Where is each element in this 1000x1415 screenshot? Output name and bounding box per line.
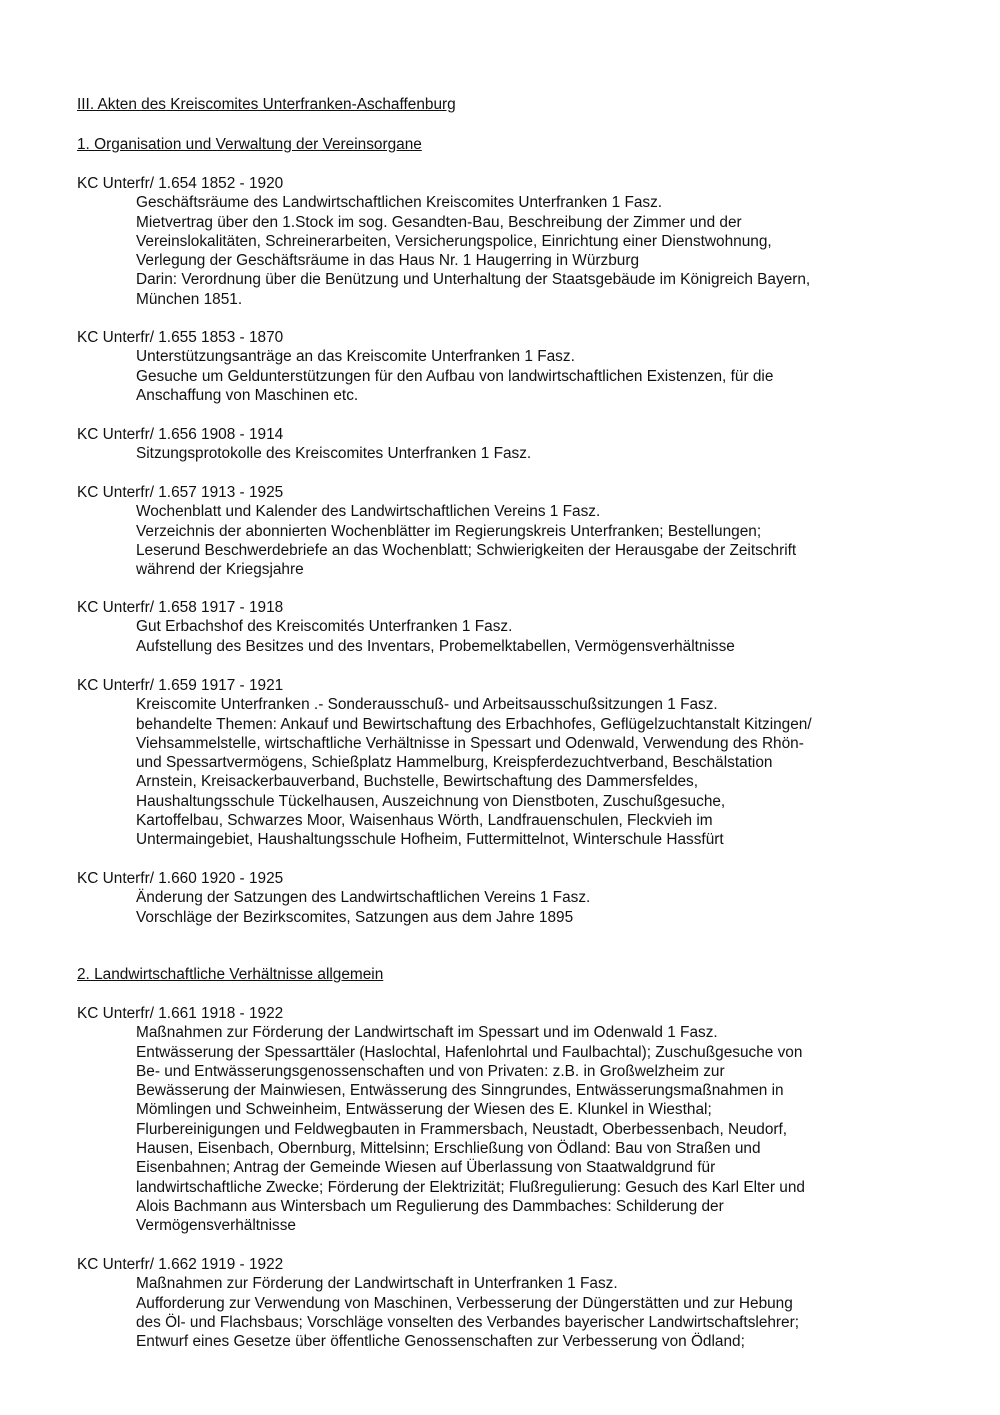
record-line: Haushaltungsschule Tückelhausen, Auszeichnung von Dienstboten, Zuschußgesuche,	[136, 792, 726, 810]
record-description	[77, 444, 957, 463]
record-title: Wochenblatt und Kalender des Landwirtschaftlichen Vereins 1 Fasz.	[136, 503, 601, 521]
record-title: Sitzungsprotokolle des Kreiscomites Unterfranken 1 Fasz.	[136, 445, 532, 463]
record-line: Gesuche um Geldunterstützungen für den Aufbau von landwirtschaftlichen Existenzen, für die	[136, 367, 774, 385]
subsection-heading-2: 2. Landwirtschaftliche Verhältnisse allgemein	[77, 966, 384, 983]
record-description	[77, 1274, 957, 1351]
record-line: Untermaingebiet, Haushaltungsschule Hofheim, Futtermittelnot, Winterschule Hassfürt	[136, 831, 724, 849]
record-line: Entwurf eines Gesetze über öffentliche Genossenschaften zur Verbesserung von Ödland;	[136, 1333, 745, 1351]
record-line: Vermögensverhältnisse	[136, 1217, 296, 1235]
record-signature: KC Unterfr/ 1.654 1852 - 1920	[77, 175, 284, 192]
record-line: Flurbereinigungen und Feldwegbauten in Frammersbach, Neustadt, Oberbessenbach, Neudorf,	[136, 1120, 788, 1138]
record-line: Eisenbahnen; Antrag der Gemeinde Wiesen auf Überlassung von Staatwaldgrund für	[136, 1159, 716, 1177]
record-signature: KC Unterfr/ 1.656 1908 - 1914	[77, 426, 284, 443]
record-line: Hausen, Eisenbach, Obernburg, Mittelsinn; Erschließung von Ödland: Bau von Straßen und	[136, 1140, 761, 1158]
record-signature: KC Unterfr/ 1.662 1919 - 1922	[77, 1256, 284, 1273]
record-line: Anschaffung von Maschinen etc.	[136, 386, 359, 404]
record-line: landwirtschaftliche Zwecke; Förderung der Elektrizität; Flußregulierung: Gesuch des Karl Elter und	[136, 1178, 805, 1196]
record-line: Viehsammelstelle, wirtschaftliche Verhältnisse in Spessart und Odenwald, Verwendung des Rhön-	[136, 734, 804, 752]
record-line: Kartoffelbau, Schwarzes Moor, Waisenhaus Wörth, Landfrauenschulen, Fleckvieh im	[136, 812, 713, 830]
record-line: Mömlingen und Schweinheim, Entwässerung der Wiesen des E. Klunkel in Wiesthal;	[136, 1101, 712, 1119]
record-line: Verzeichnis der abonnierten Wochenblätter im Regierungskreis Unterfranken; Bestellungen;	[136, 522, 762, 540]
record-title: Geschäftsräume des Landwirtschaftlichen Kreiscomites Unterfranken 1 Fasz.	[136, 194, 663, 212]
record-title: Kreiscomite Unterfranken .- Sonderausschuß- und Arbeitsausschußsitzungen 1 Fasz.	[136, 696, 718, 714]
record-signature: KC Unterfr/ 1.660 1920 - 1925	[77, 870, 284, 887]
record-line: Mietvertrag über den 1.Stock im sog. Gesandten-Bau, Beschreibung der Zimmer und der	[136, 213, 742, 231]
record-title: Maßnahmen zur Förderung der Landwirtschaft in Unterfranken 1 Fasz.	[136, 1275, 618, 1293]
record-entry-1658	[77, 598, 957, 656]
record-description	[77, 1023, 957, 1235]
record-line: Be- und Entwässerungsgenossenschaften und von Privaten: z.B. in Großwelzheim zur	[136, 1062, 725, 1080]
record-title: Maßnahmen zur Förderung der Landwirtschaft im Spessart und im Odenwald 1 Fasz.	[136, 1024, 718, 1042]
subsection-heading-1: 1. Organisation und Verwaltung der Vereinsorgane	[77, 136, 422, 153]
record-entry-1661	[77, 1004, 957, 1236]
section-title: III. Akten des Kreiscomites Unterfranken-Aschaffenburg	[77, 96, 456, 113]
record-entry-1662	[77, 1255, 957, 1351]
record-line: und Spessartvermögens, Schießplatz Hammelburg, Kreispferdezuchtverband, Beschälstation	[136, 754, 773, 772]
record-line: Darin: Verordnung über die Benützung und Unterhaltung der Staatsgebäude im Königreich Bayern,	[136, 271, 811, 289]
record-entry-1659	[77, 676, 957, 850]
record-line: Vereinslokalitäten, Schreinerarbeiten, Versicherungspolice, Einrichtung einer Dienstwohnung,	[136, 232, 772, 250]
record-signature: KC Unterfr/ 1.658 1917 - 1918	[77, 599, 284, 616]
record-description	[77, 347, 957, 405]
record-signature: KC Unterfr/ 1.659 1917 - 1921	[77, 677, 284, 694]
record-description	[77, 617, 957, 656]
record-line: Entwässerung der Spessarttäler (Haslochtal, Hafenlohrtal und Faulbachtal); Zuschußgesuche von	[136, 1043, 803, 1061]
record-line: München 1851.	[136, 290, 243, 308]
record-description	[77, 888, 957, 927]
record-entry-1656	[77, 425, 957, 464]
record-signature: KC Unterfr/ 1.657 1913 - 1925	[77, 484, 284, 501]
record-line: des Öl- und Flachsbaus; Vorschläge vonselten des Verbandes bayerischer Landwirtschaftslehrer;	[136, 1313, 800, 1331]
record-line: Verlegung der Geschäftsräume in das Haus Nr. 1 Haugerring in Würzburg	[136, 252, 640, 270]
record-entry-1654	[77, 174, 957, 309]
record-title: Unterstützungsanträge an das Kreiscomite Unterfranken 1 Fasz.	[136, 348, 575, 366]
record-line: behandelte Themen: Ankauf und Bewirtschaftung des Erbachhofes, Geflügelzuchtanstalt Kitzingen/	[136, 715, 812, 733]
record-signature: KC Unterfr/ 1.655 1853 - 1870	[77, 329, 284, 346]
record-line: während der Kriegsjahre	[136, 561, 304, 579]
record-description	[77, 695, 957, 849]
record-line: Vorschläge der Bezirkscomites, Satzungen aus dem Jahre 1895	[136, 908, 574, 926]
record-line: Aufforderung zur Verwendung von Maschinen, Verbesserung der Düngerstätten und zur Hebung	[136, 1294, 793, 1312]
record-signature: KC Unterfr/ 1.661 1918 - 1922	[77, 1005, 284, 1022]
record-line: Leserund Beschwerdebriefe an das Wochenblatt; Schwierigkeiten der Herausgabe der Zeitschrift	[136, 541, 797, 559]
record-line: Alois Bachmann aus Wintersbach um Regulierung des Dammbaches: Schilderung der	[136, 1197, 724, 1215]
record-description	[77, 502, 957, 579]
record-line: Bewässerung der Mainwiesen, Entwässerung des Sinngrundes, Entwässerungsmaßnahmen in	[136, 1082, 784, 1100]
record-description	[77, 193, 957, 309]
record-title: Änderung der Satzungen des Landwirtschaftlichen Vereins 1 Fasz.	[136, 889, 591, 907]
record-entry-1660	[77, 869, 957, 927]
record-line: Arnstein, Kreisackerbauverband, Buchstelle, Bewirtschaftung des Dammersfeldes,	[136, 773, 699, 791]
record-entry-1655	[77, 328, 957, 405]
record-title: Gut Erbachshof des Kreiscomités Unterfranken 1 Fasz.	[136, 618, 513, 636]
record-line: Aufstellung des Besitzes und des Inventars, Probemelktabellen, Vermögensverhältnisse	[136, 637, 735, 655]
record-entry-1657	[77, 483, 957, 579]
